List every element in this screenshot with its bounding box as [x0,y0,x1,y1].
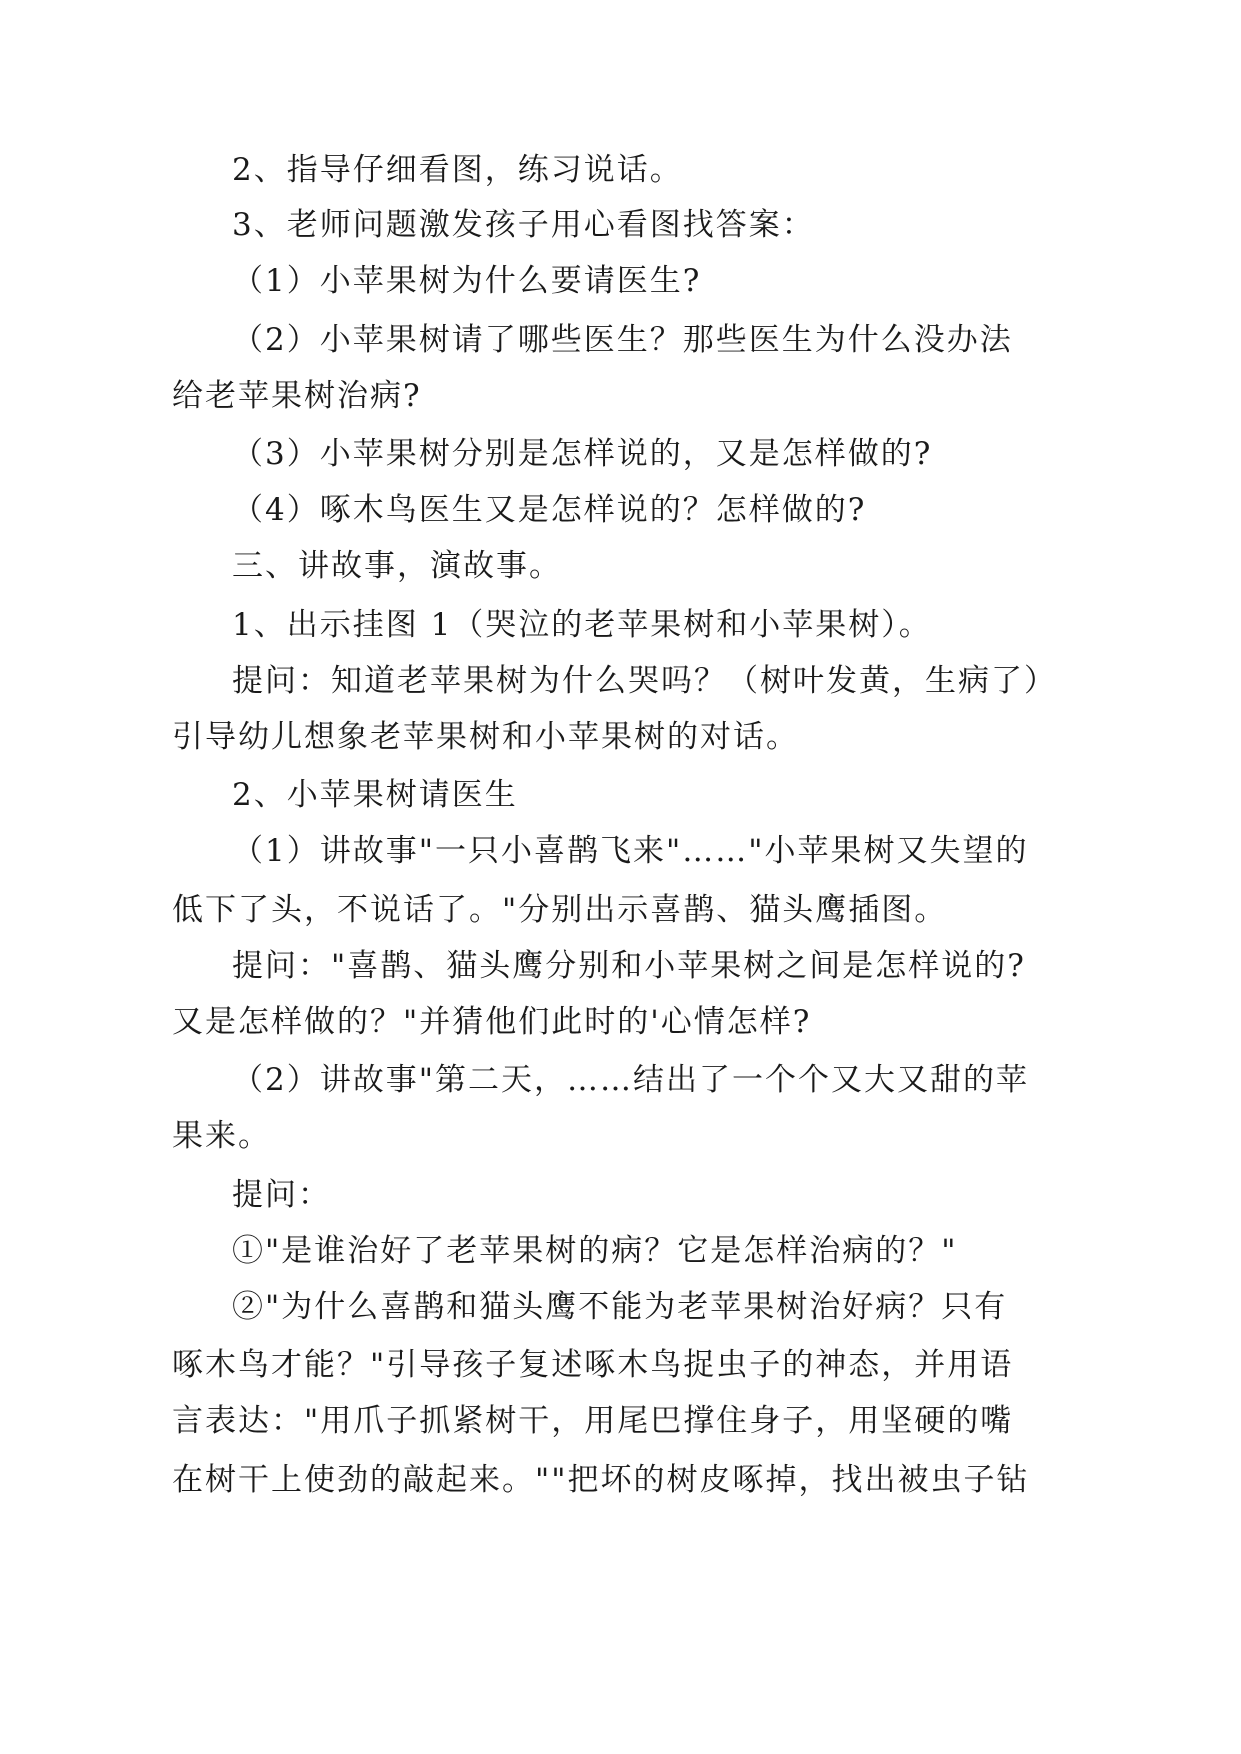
text-line: （1）小苹果树为什么要请医生? [232,263,702,299]
text-line: （3）小苹果树分别是怎样说的，又是怎样做的? [232,436,933,472]
text-line: 言表达："用爪子抓紧树干，用尾巴撑住身子，用坚硬的嘴 [172,1403,1014,1439]
text-line: 果来。 [172,1118,271,1154]
text-line: （2）讲故事"第二天，……结出了一个个又大又甜的苹 [232,1062,1029,1098]
text-line: 在树干上使劲的敲起来。""把坏的树皮啄掉，找出被虫子钻 [172,1462,1030,1498]
text-line: 三、讲故事，演故事。 [232,548,562,584]
text-line: 低下了头，不说话了。"分别出示喜鹊、猫头鹰插图。 [172,892,948,928]
text-line: ②"为什么喜鹊和猫头鹰不能为老苹果树治好病？只有 [232,1289,1008,1325]
text-line: 1、出示挂图 1（哭泣的老苹果树和小苹果树）。 [232,607,932,643]
text-line: 2、指导仔细看图，练习说话。 [232,152,683,188]
text-line: 提问： [232,1177,331,1213]
text-line: 提问："喜鹊、猫头鹰分别和小苹果树之间是怎样说的? [232,948,1026,984]
text-line: 引导幼儿想象老苹果树和小苹果树的对话。 [172,719,799,755]
text-line: （4）啄木鸟医生又是怎样说的？怎样做的? [232,492,867,528]
text-line: 给老苹果树治病? [172,378,422,414]
text-line: 2、小苹果树请医生 [232,777,518,813]
text-line: （1）讲故事"一只小喜鹊飞来"……"小苹果树又失望的 [232,833,1029,869]
text-line: （2）小苹果树请了哪些医生？那些医生为什么没办法 [232,322,1013,358]
text-line: ①"是谁治好了老苹果树的病？它是怎样治病的？" [232,1233,958,1269]
text-line: 又是怎样做的？"并猜他们此时的'心情怎样? [172,1004,812,1040]
text-line: 提问：知道老苹果树为什么哭吗？（树叶发黄，生病了） [232,663,1057,699]
text-line: 3、老师问题激发孩子用心看图找答案： [232,207,815,243]
text-line: 啄木鸟才能？"引导孩子复述啄木鸟捉虫子的神态，并用语 [172,1347,1014,1383]
